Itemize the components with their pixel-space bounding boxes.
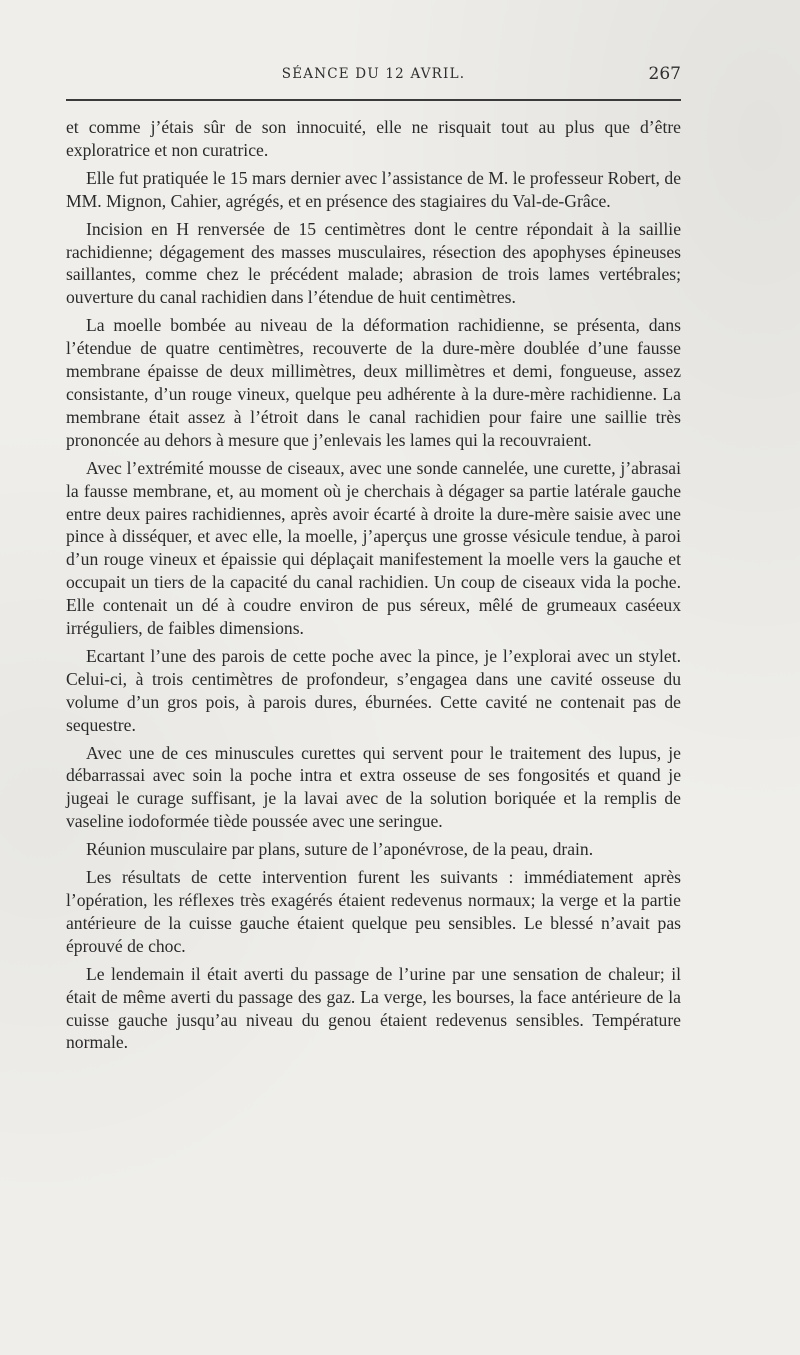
- paragraph: Réunion musculaire par plans, suture de l’aponévrose, de la peau, drain.: [86, 839, 594, 860]
- running-head: [66, 64, 681, 88]
- paragraph: Avec l’extrémité mousse de ciseaux, avec une sonde cannelée, une curette, j’abrasai la fausse membrane, et, au moment où je cherchais à dégager sa partie latérale gauche entre deux paires rachidiennes, après avoir écarté à droite la dure-mère saisie avec une pince à disséquer, et avec elle, la moelle, j’aperçus une grosse vésicule tendue, à paroi d’un rouge vineux et épaissie qui déplaçait manifestement la moelle vers la gauche et occupait un tiers de la capacité du canal rachidien. Un coup de ciseaux vida la poche. Elle contenait un dé à coudre environ de pus séreux, mêlé de grumeaux caséeux irréguliers, de faibles dimensions.: [66, 457, 681, 639]
- body-text: [66, 116, 681, 1059]
- paragraph: Les résultats de cette intervention furent les suivants : immédiatement après l’opération, les réflexes très exagérés étaient redevenus normaux; la verge et la partie antérieure de la cuisse gauche étaient quelque peu sensibles. Le blessé n’avait pas éprouvé de choc.: [66, 867, 681, 956]
- running-title: SÉANCE DU 12 AVRIL.: [281, 66, 466, 82]
- page-number: 267: [648, 64, 681, 84]
- paragraph: Elle fut pratiquée le 15 mars dernier avec l’assistance de M. le professeur Robert, de MM. Mignon, Cahier, agrégés, et en présence des stagiaires du Val-de-Grâce.: [66, 167, 681, 211]
- paragraph: et comme j’étais sûr de son innocuité, elle ne risquait tout au plus que d’être exploratrice et non curatrice.: [66, 117, 681, 160]
- paragraph: Avec une de ces minuscules curettes qui servent pour le traitement des lupus, je débarrassai avec soin la poche intra et extra osseuse de ses fongosités et quand je jugeai le curage suffisant, je la lavai avec de la solution boriquée et la remplis de vaseline iodoformée tiède poussée avec une seringue.: [66, 742, 681, 832]
- header-rule: [66, 99, 681, 101]
- paragraph: Ecartant l’une des parois de cette poche avec la pince, je l’explorai avec un stylet. Celui-ci, à trois centimètres de profondeur, s’engagea dans une cavité osseuse du volume d’un gros pois, à parois dures, éburnées. Cette cavité ne contenait pas de sequestre.: [66, 645, 681, 735]
- paragraph: Incision en H renversée de 15 centimètres dont le centre répondait à la saillie rachidienne; dégagement des masses musculaires, résection des apophyses épineuses saillantes, comme chez le précédent malade; abrasion de trois lames vertébrales; ouverture du canal rachidien dans l’étendue de huit centimètres.: [66, 218, 681, 308]
- paragraph: La moelle bombée au niveau de la déformation rachidienne, se présenta, dans l’étendue de quatre centimètres, recouverte de la dure-mère doublée d’une fausse membrane épaisse de deux millimètres, deux millimètres et demi, fongueuse, assez consistante, d’un rouge vineux, quelque peu adhérente à la dure-mère rachidienne. La membrane était assez à l’étroit dans le canal rachidien pour faire une saillie très prononcée au dehors à mesure que j’enlevais les lames qui la recouvraient.: [66, 315, 681, 450]
- paragraph: Le lendemain il était averti du passage de l’urine par une sensation de chaleur; il était de même averti du passage des gaz. La verge, les bourses, la face antérieure de la cuisse gauche jusqu’au niveau du genou étaient redevenus sensibles. Température normale.: [66, 963, 681, 1053]
